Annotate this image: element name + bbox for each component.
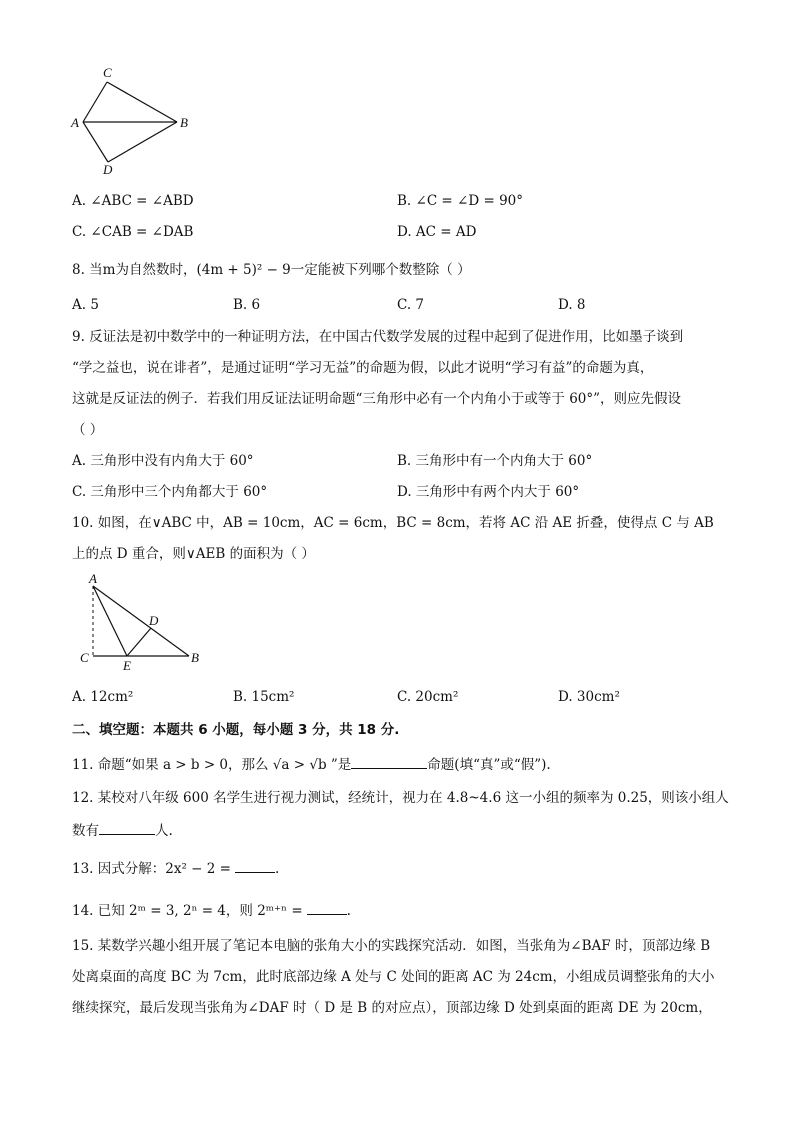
q9-option-a[interactable]: A. 三角形中没有内角大于 60° [72, 453, 254, 469]
q15-line-1: 15. 某数学兴趣小组开展了笔记本电脑的张角大小的实践探究活动．如图，当张角为∠BAF 时，顶部边缘 B [72, 938, 711, 954]
label-e: E [123, 658, 131, 673]
q8-stem: 8. 当m为自然数时，(4m + 5)² − 9一定能被下列哪个数整除（ ） [72, 262, 471, 278]
q14-text-pre: 14. 已知 2ᵐ = 3, 2ⁿ = 4，则 2ᵐ⁺ⁿ = [72, 903, 303, 919]
q14 [72, 900, 351, 920]
label-d: D [149, 613, 159, 628]
figure-quadrilateral-acbd [62, 62, 202, 182]
segment-de [127, 628, 151, 656]
q11-text-post: 命题(填“真”或“假”). [427, 757, 551, 773]
q9-option-c[interactable]: C. 三角形中三个内角都大于 60° [72, 484, 268, 500]
figure-triangle-fold [72, 570, 212, 680]
label-c: C [103, 65, 112, 80]
q8-option-a[interactable]: A. 5 [72, 297, 99, 313]
q9-option-b[interactable]: B. 三角形中有一个内角大于 60° [397, 453, 593, 469]
q10-line-1: 10. 如图，在∨ABC 中，AB = 10cm，AC = 6cm，BC = 8cm，若将 AC 沿 AE 折叠，使得点 C 与 AB [72, 515, 714, 531]
q11-answer-blank[interactable] [351, 754, 427, 769]
q14-text-post: . [346, 903, 351, 919]
q10-option-d[interactable]: D. 30cm² [558, 689, 620, 705]
q13-text-pre: 13. 因式分解：2x² − 2 = [72, 861, 231, 877]
q13 [72, 858, 279, 878]
q7-option-d[interactable]: D. AC = AD [397, 224, 477, 240]
q13-text-post: . [274, 861, 280, 877]
q9-line-4: （ ） [72, 422, 104, 438]
q9-line-1: 9. 反证法是初中数学中的一种证明方法，在中国古代数学发展的过程中起到了促进作用，比如墨子谈到 [72, 329, 684, 345]
q8-option-c[interactable]: C. 7 [397, 297, 425, 313]
q9-option-d[interactable]: D. 三角形中有两个内大于 60° [397, 484, 580, 500]
q12-line-2 [72, 820, 173, 840]
segment-cb [107, 82, 177, 122]
segment-ad [83, 122, 108, 162]
q7-option-a[interactable]: A. ∠ABC = ∠ABD [72, 193, 194, 209]
segment-ca [83, 82, 107, 122]
q9-line-2: “学之益也，说在诽者”，是通过证明“学习无益”的命题为假，以此才说明“学习有益”的命题为真， [72, 360, 654, 376]
q14-answer-blank[interactable] [307, 900, 347, 915]
q12-line-1: 12. 某校对八年级 600 名学生进行视力测试，经统计，视力在 4.8~4.6 这一小组的频率为 0.25，则该小组人 [72, 790, 729, 806]
q10-line-2: 上的点 D 重合，则∨AEB 的面积为（ ） [72, 546, 315, 562]
q15-line-2: 处离桌面的高度 BC 为 7cm，此时底部边缘 A 处与 C 处间的距离 AC 为 24cm，小组成员调整张角的大小 [72, 969, 715, 985]
q12-text-post: 人. [155, 823, 173, 839]
q15-line-3: 继续探究，最后发现当张角为∠DAF 时（ D 是 B 的对应点），顶部边缘 D 处到桌面的距离 DE 为 20cm， [72, 1000, 712, 1016]
q10-option-b[interactable]: B. 15cm² [233, 689, 295, 705]
label-d: D [103, 162, 113, 177]
q11 [72, 754, 551, 774]
q8-option-b[interactable]: B. 6 [233, 297, 261, 313]
q7-option-c[interactable]: C. ∠CAB = ∠DAB [72, 224, 194, 240]
label-b: B [180, 115, 188, 130]
label-c: C [80, 650, 89, 665]
label-a: A [71, 115, 79, 130]
segment-ae [93, 586, 127, 656]
q7-option-b[interactable]: B. ∠C = ∠D = 90° [397, 193, 523, 209]
q12-answer-blank[interactable] [99, 820, 155, 835]
q8-option-d[interactable]: D. 8 [558, 297, 586, 313]
label-a: A [89, 571, 97, 586]
segment-db [108, 122, 177, 162]
section-heading-fill-in: 二、填空题：本题共 6 小题，每小题 3 分，共 18 分. [72, 722, 400, 738]
q13-answer-blank[interactable] [235, 858, 275, 873]
q10-option-a[interactable]: A. 12cm² [72, 689, 134, 705]
label-b: B [191, 650, 199, 665]
segment-ab [93, 586, 189, 656]
q9-line-3: 这就是反证法的例子．若我们用反证法证明命题“三角形中必有一个内角小于或等于 60°”，则应先假设 [72, 391, 682, 407]
q10-option-c[interactable]: C. 20cm² [397, 689, 459, 705]
q11-text-pre: 11. 命题“如果 a > b > 0，那么 √a > √b ”是 [72, 757, 352, 773]
q12-text-pre: 数有 [72, 823, 99, 839]
